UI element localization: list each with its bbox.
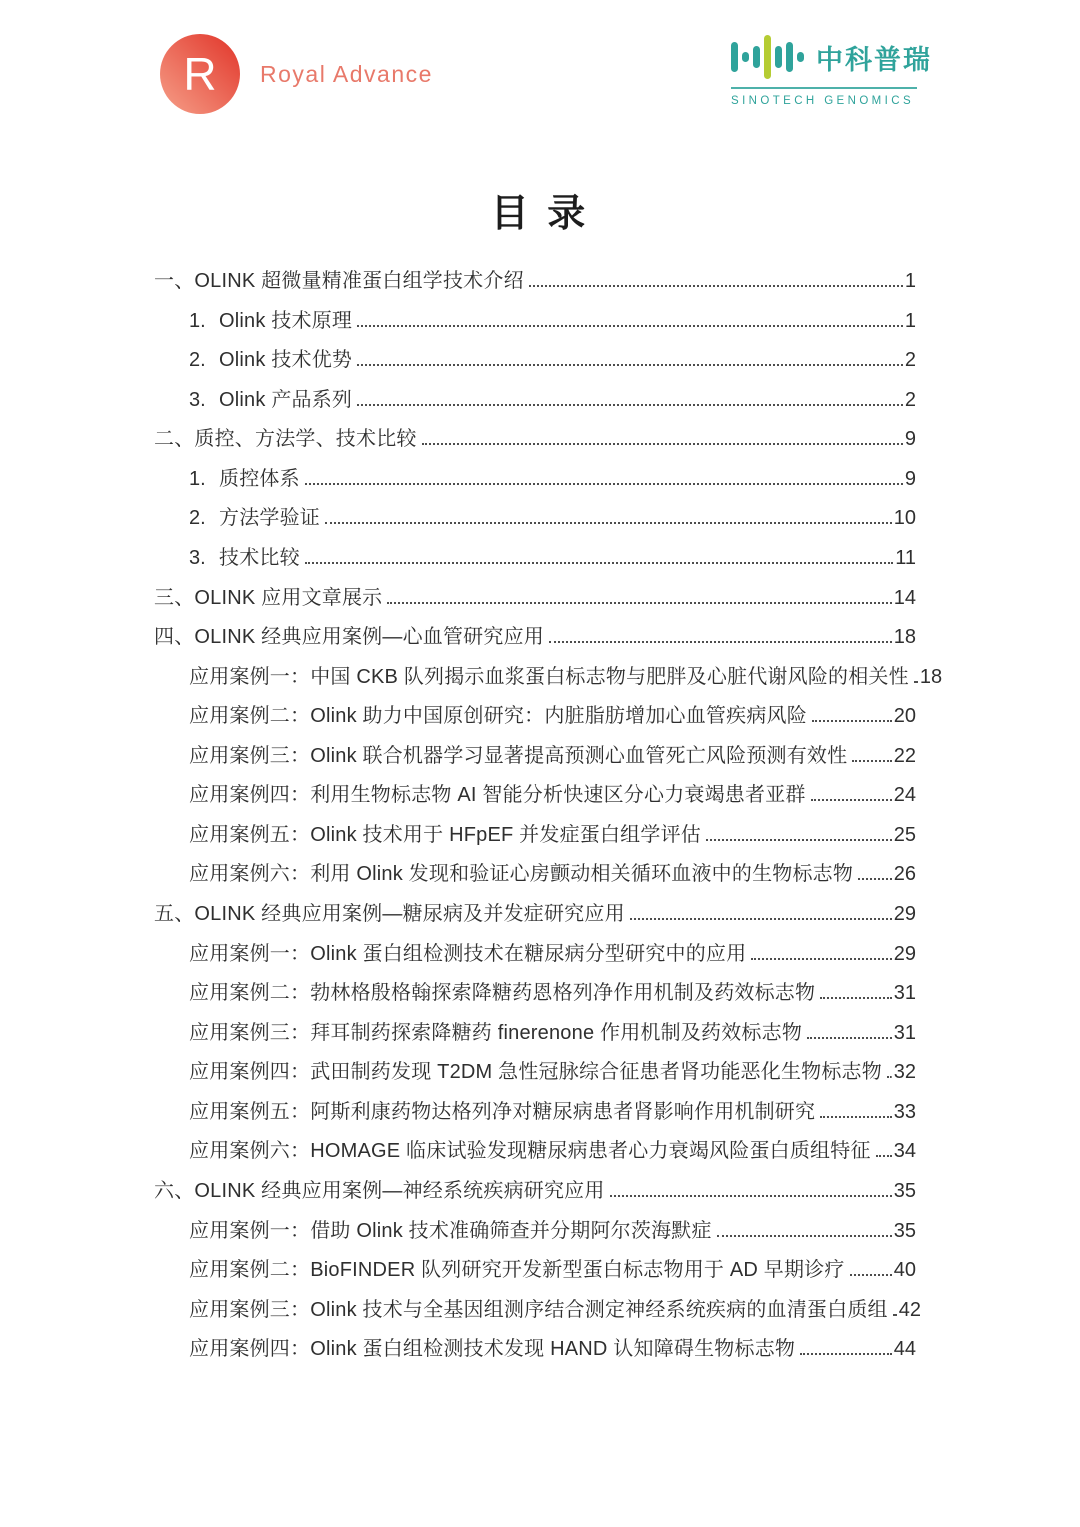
toc-entry-label: Olink 产品系列 (219, 388, 353, 411)
toc-entry-label: 应用案例一：Olink 蛋白组检测技术在糖尿病分型研究中的应用 (189, 942, 747, 965)
toc-entry (154, 460, 916, 500)
toc-entry-label: 质控体系 (219, 467, 300, 490)
toc-entry (154, 935, 916, 975)
toc-entry (154, 1053, 916, 1093)
toc-entry-label: 应用案例二：勃林格殷格翰探索降糖药恩格列净作用机制及药效标志物 (189, 982, 816, 1005)
toc-entry-label: 应用案例六：利用 Olink 发现和验证心房颤动相关循环血液中的生物标志物 (189, 863, 854, 886)
toc-page-number: 2 (904, 388, 916, 411)
toc-dotted-leader (850, 1273, 892, 1276)
toc-page-number: 42 (898, 1298, 921, 1321)
toc-entry-number: 3. (189, 546, 206, 569)
toc-entry (154, 697, 916, 737)
toc-dotted-leader (325, 521, 892, 524)
toc-entry-label: 应用案例三：Olink 技术与全基因组测序结合测定神经系统疾病的血清蛋白质组 (189, 1298, 888, 1321)
toc-page-number: 22 (893, 744, 916, 767)
page-header (160, 34, 932, 114)
toc-entry-number: 1. (189, 467, 206, 490)
toc-entry (154, 539, 916, 579)
toc-dotted-leader (387, 601, 891, 604)
toc-page-number: 33 (893, 1100, 916, 1123)
toc-page-number: 31 (893, 1021, 916, 1044)
toc-entry-label: 应用案例六：HOMAGE 临床试验发现糖尿病患者心力衰竭风险蛋白质组特征 (189, 1140, 871, 1163)
toc-entry-label: 技术比较 (219, 546, 300, 569)
toc-dotted-leader (549, 640, 892, 643)
toc-entry (154, 381, 916, 421)
toc-entry-number: 3. (189, 388, 206, 411)
toc-entry-number: 2. (189, 349, 206, 372)
toc-dotted-leader (807, 1036, 892, 1039)
toc-entry-label: 五、OLINK 经典应用案例—糖尿病及并发症研究应用 (154, 903, 625, 925)
toc-list (154, 262, 943, 1370)
toc-entry-label: 应用案例一：中国 CKB 队列揭示血浆蛋白标志物与肥胖及心脏代谢风险的相关性 (189, 665, 909, 688)
royal-advance-monogram-icon (160, 34, 240, 114)
toc-dotted-leader (800, 1352, 892, 1355)
toc-dotted-leader (812, 719, 892, 722)
toc-entry (154, 262, 916, 302)
toc-page-number: 18 (919, 665, 943, 688)
toc-page-number: 35 (893, 1219, 916, 1242)
toc-entry (154, 816, 916, 856)
toc-entry-label: 一、OLINK 超微量精准蛋白组学技术介绍 (154, 270, 524, 292)
toc-entry (154, 658, 943, 698)
sinotech-logo-divider (731, 87, 917, 89)
toc-dotted-leader (820, 1115, 892, 1118)
toc-entry (154, 499, 916, 539)
royal-advance-brand-name: Royal Advance (260, 60, 433, 87)
signal-bars-icon (731, 34, 804, 80)
toc-page-number: 29 (893, 942, 916, 965)
toc-dotted-leader (706, 838, 892, 841)
toc-dotted-leader (357, 324, 903, 327)
toc-page-number: 24 (893, 784, 916, 807)
toc-page-number: 9 (904, 467, 916, 490)
toc-entry-label: Olink 技术优势 (219, 349, 353, 372)
toc-entry-label: Olink 技术原理 (219, 309, 353, 332)
toc-entry (154, 1172, 916, 1212)
toc-entry (154, 1132, 916, 1172)
toc-page-number: 26 (893, 863, 916, 886)
toc-page-number: 34 (893, 1140, 916, 1163)
toc-dotted-leader (876, 1154, 892, 1157)
toc-entry-label: 应用案例三：Olink 联合机器学习显著提高预测心血管死亡风险预测有效性 (189, 744, 848, 767)
toc-entry (154, 1093, 916, 1133)
sinotech-genomics-logo (731, 34, 932, 107)
toc-entry-label: 方法学验证 (219, 507, 320, 530)
toc-entry (154, 302, 916, 342)
toc-dotted-leader (305, 561, 893, 564)
toc-entry (154, 776, 916, 816)
page-title: 目 录 (490, 193, 590, 235)
toc-page-number: 29 (893, 903, 916, 925)
toc-entry-label: 应用案例五：Olink 技术用于 HFpEF 并发症蛋白组学评估 (189, 823, 701, 846)
toc-entry-label: 应用案例三：拜耳制药探索降糖药 finerenone 作用机制及药效标志物 (189, 1021, 803, 1044)
toc-page-number: 1 (904, 270, 916, 292)
toc-page-number: 2 (904, 349, 916, 372)
toc-entry-label: 应用案例四：Olink 蛋白组检测技术发现 HAND 认知障碍生物标志物 (189, 1338, 796, 1361)
toc-entry (154, 974, 916, 1014)
toc-dotted-leader (529, 284, 903, 287)
toc-page-number: 25 (893, 823, 916, 846)
sinotech-logo-top (731, 34, 932, 80)
toc-entry (154, 1291, 921, 1331)
royal-advance-logo (160, 34, 433, 114)
toc-entry (154, 420, 916, 460)
toc-entry (154, 1212, 916, 1252)
toc-dotted-leader (357, 363, 903, 366)
toc-dotted-leader (893, 1313, 897, 1316)
toc-entry (154, 579, 916, 619)
toc-dotted-leader (422, 442, 903, 445)
toc-entry-label: 应用案例二：BioFINDER 队列研究开发新型蛋白标志物用于 AD 早期诊疗 (189, 1259, 845, 1282)
toc-dotted-leader (305, 482, 903, 485)
sinotech-brand-name-cn: 中科普瑞 (816, 44, 932, 75)
toc-page-number: 18 (893, 626, 916, 649)
toc-page-number: 14 (893, 586, 916, 609)
toc-entry (154, 855, 916, 895)
toc-entry-label: 应用案例五：阿斯利康药物达格列净对糖尿病患者肾影响作用机制研究 (189, 1100, 816, 1123)
toc-dotted-leader (811, 798, 892, 801)
toc-page-number: 40 (893, 1259, 916, 1282)
toc-entry-label: 六、OLINK 经典应用案例—神经系统疾病研究应用 (154, 1179, 605, 1202)
toc-entry (154, 341, 916, 381)
toc-dotted-leader (610, 1194, 892, 1197)
toc-entry (154, 1014, 916, 1054)
toc-page-number: 1 (904, 309, 916, 332)
sinotech-brand-name-en: SINOTECH GENOMICS (731, 95, 915, 107)
toc-dotted-leader (717, 1234, 892, 1237)
royal-advance-monogram-letter: R (183, 48, 217, 100)
toc-entry-number: 1. (189, 309, 206, 332)
toc-page-number: 20 (893, 705, 916, 728)
toc-dotted-leader (858, 877, 892, 880)
toc-entry-label: 二、质控、方法学、技术比较 (154, 428, 417, 451)
toc-dotted-leader (914, 680, 918, 683)
toc-page-number: 31 (893, 982, 916, 1005)
toc-entry-label: 应用案例四：武田制药发现 T2DM 急性冠脉综合征患者肾功能恶化生物标志物 (189, 1061, 882, 1084)
toc-dotted-leader (357, 403, 903, 406)
toc-dotted-leader (751, 957, 891, 960)
toc-page-number: 32 (893, 1061, 916, 1084)
toc-entry-label: 应用案例四：利用生物标志物 AI 智能分析快速区分心力衰竭患者亚群 (189, 784, 806, 807)
toc-dotted-leader (820, 996, 892, 999)
toc-page-number: 9 (904, 428, 916, 451)
toc-entry (154, 895, 916, 935)
toc-page-number: 35 (893, 1179, 916, 1202)
toc-entry-label: 四、OLINK 经典应用案例—心血管研究应用 (154, 626, 544, 649)
toc-entry (154, 1251, 916, 1291)
toc-entry-number: 2. (189, 507, 206, 530)
toc-entry-label: 应用案例一：借助 Olink 技术准确筛查并分期阿尔茨海默症 (189, 1219, 712, 1242)
toc-page-number: 11 (895, 546, 916, 569)
toc-entry-label: 三、OLINK 应用文章展示 (154, 586, 383, 609)
toc-entry (154, 618, 916, 658)
toc-entry (154, 1330, 916, 1370)
toc-entry (154, 737, 916, 777)
toc-page-number: 10 (893, 507, 916, 530)
toc-entry-label: 应用案例二：Olink 助力中国原创研究：内脏脂肪增加心血管疾病风险 (189, 705, 807, 728)
toc-dotted-leader (852, 759, 891, 762)
toc-dotted-leader (887, 1075, 892, 1078)
toc-page-number: 44 (893, 1338, 916, 1361)
toc-dotted-leader (630, 917, 892, 920)
